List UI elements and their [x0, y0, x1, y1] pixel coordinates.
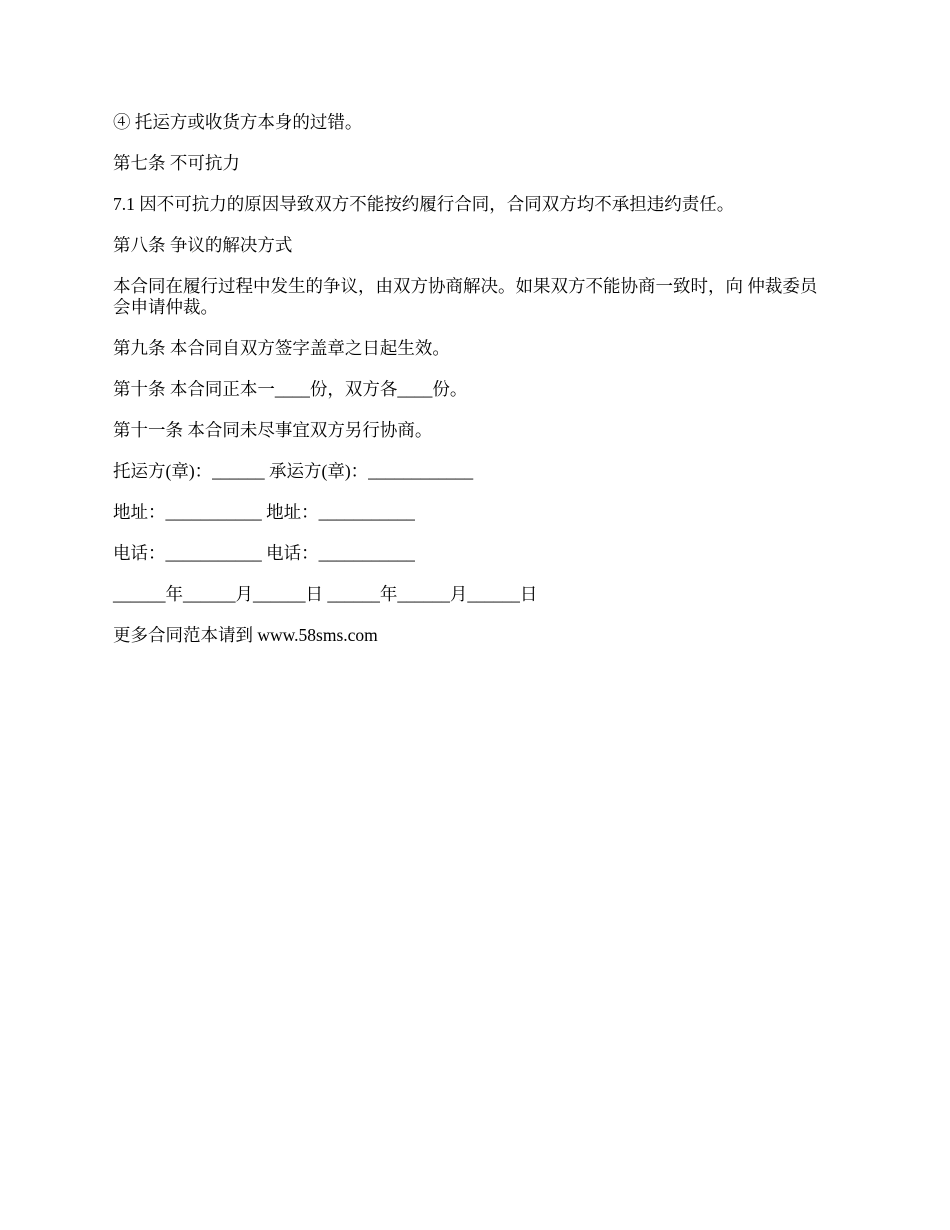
article-7-1-text: 7.1 因不可抗力的原因导致双方不能按约履行合同，合同双方均不承担违约责任。: [113, 194, 735, 214]
article-7-heading: 第七条 不可抗力: [113, 153, 240, 173]
signature-seal-line: 托运方(章)：______ 承运方(章)：____________: [113, 461, 474, 481]
footer-promo-line: 更多合同范本请到 www.58sms.com: [113, 625, 378, 645]
clause-6-item-4: ④ 托运方或收货方本身的过错。: [113, 112, 363, 132]
phone-line: 电话：___________ 电话：___________: [113, 543, 415, 563]
article-10-text: 第十条 本合同正本一____份，双方各____份。: [113, 379, 468, 399]
date-line: ______年______月______日 ______年______月______日: [113, 584, 538, 604]
address-line: 地址：___________ 地址：___________: [113, 502, 415, 522]
article-8-text: 本合同在履行过程中发生的争议，由双方协商解决。如果双方不能协商一致时，向 仲裁委员会申请仲裁。: [113, 276, 818, 317]
document-body: [113, 112, 833, 666]
article-8-heading: 第八条 争议的解决方式: [113, 235, 293, 255]
article-11-text: 第十一条 本合同未尽事宜双方另行协商。: [113, 420, 433, 440]
article-9-text: 第九条 本合同自双方签字盖章之日起生效。: [113, 338, 450, 358]
